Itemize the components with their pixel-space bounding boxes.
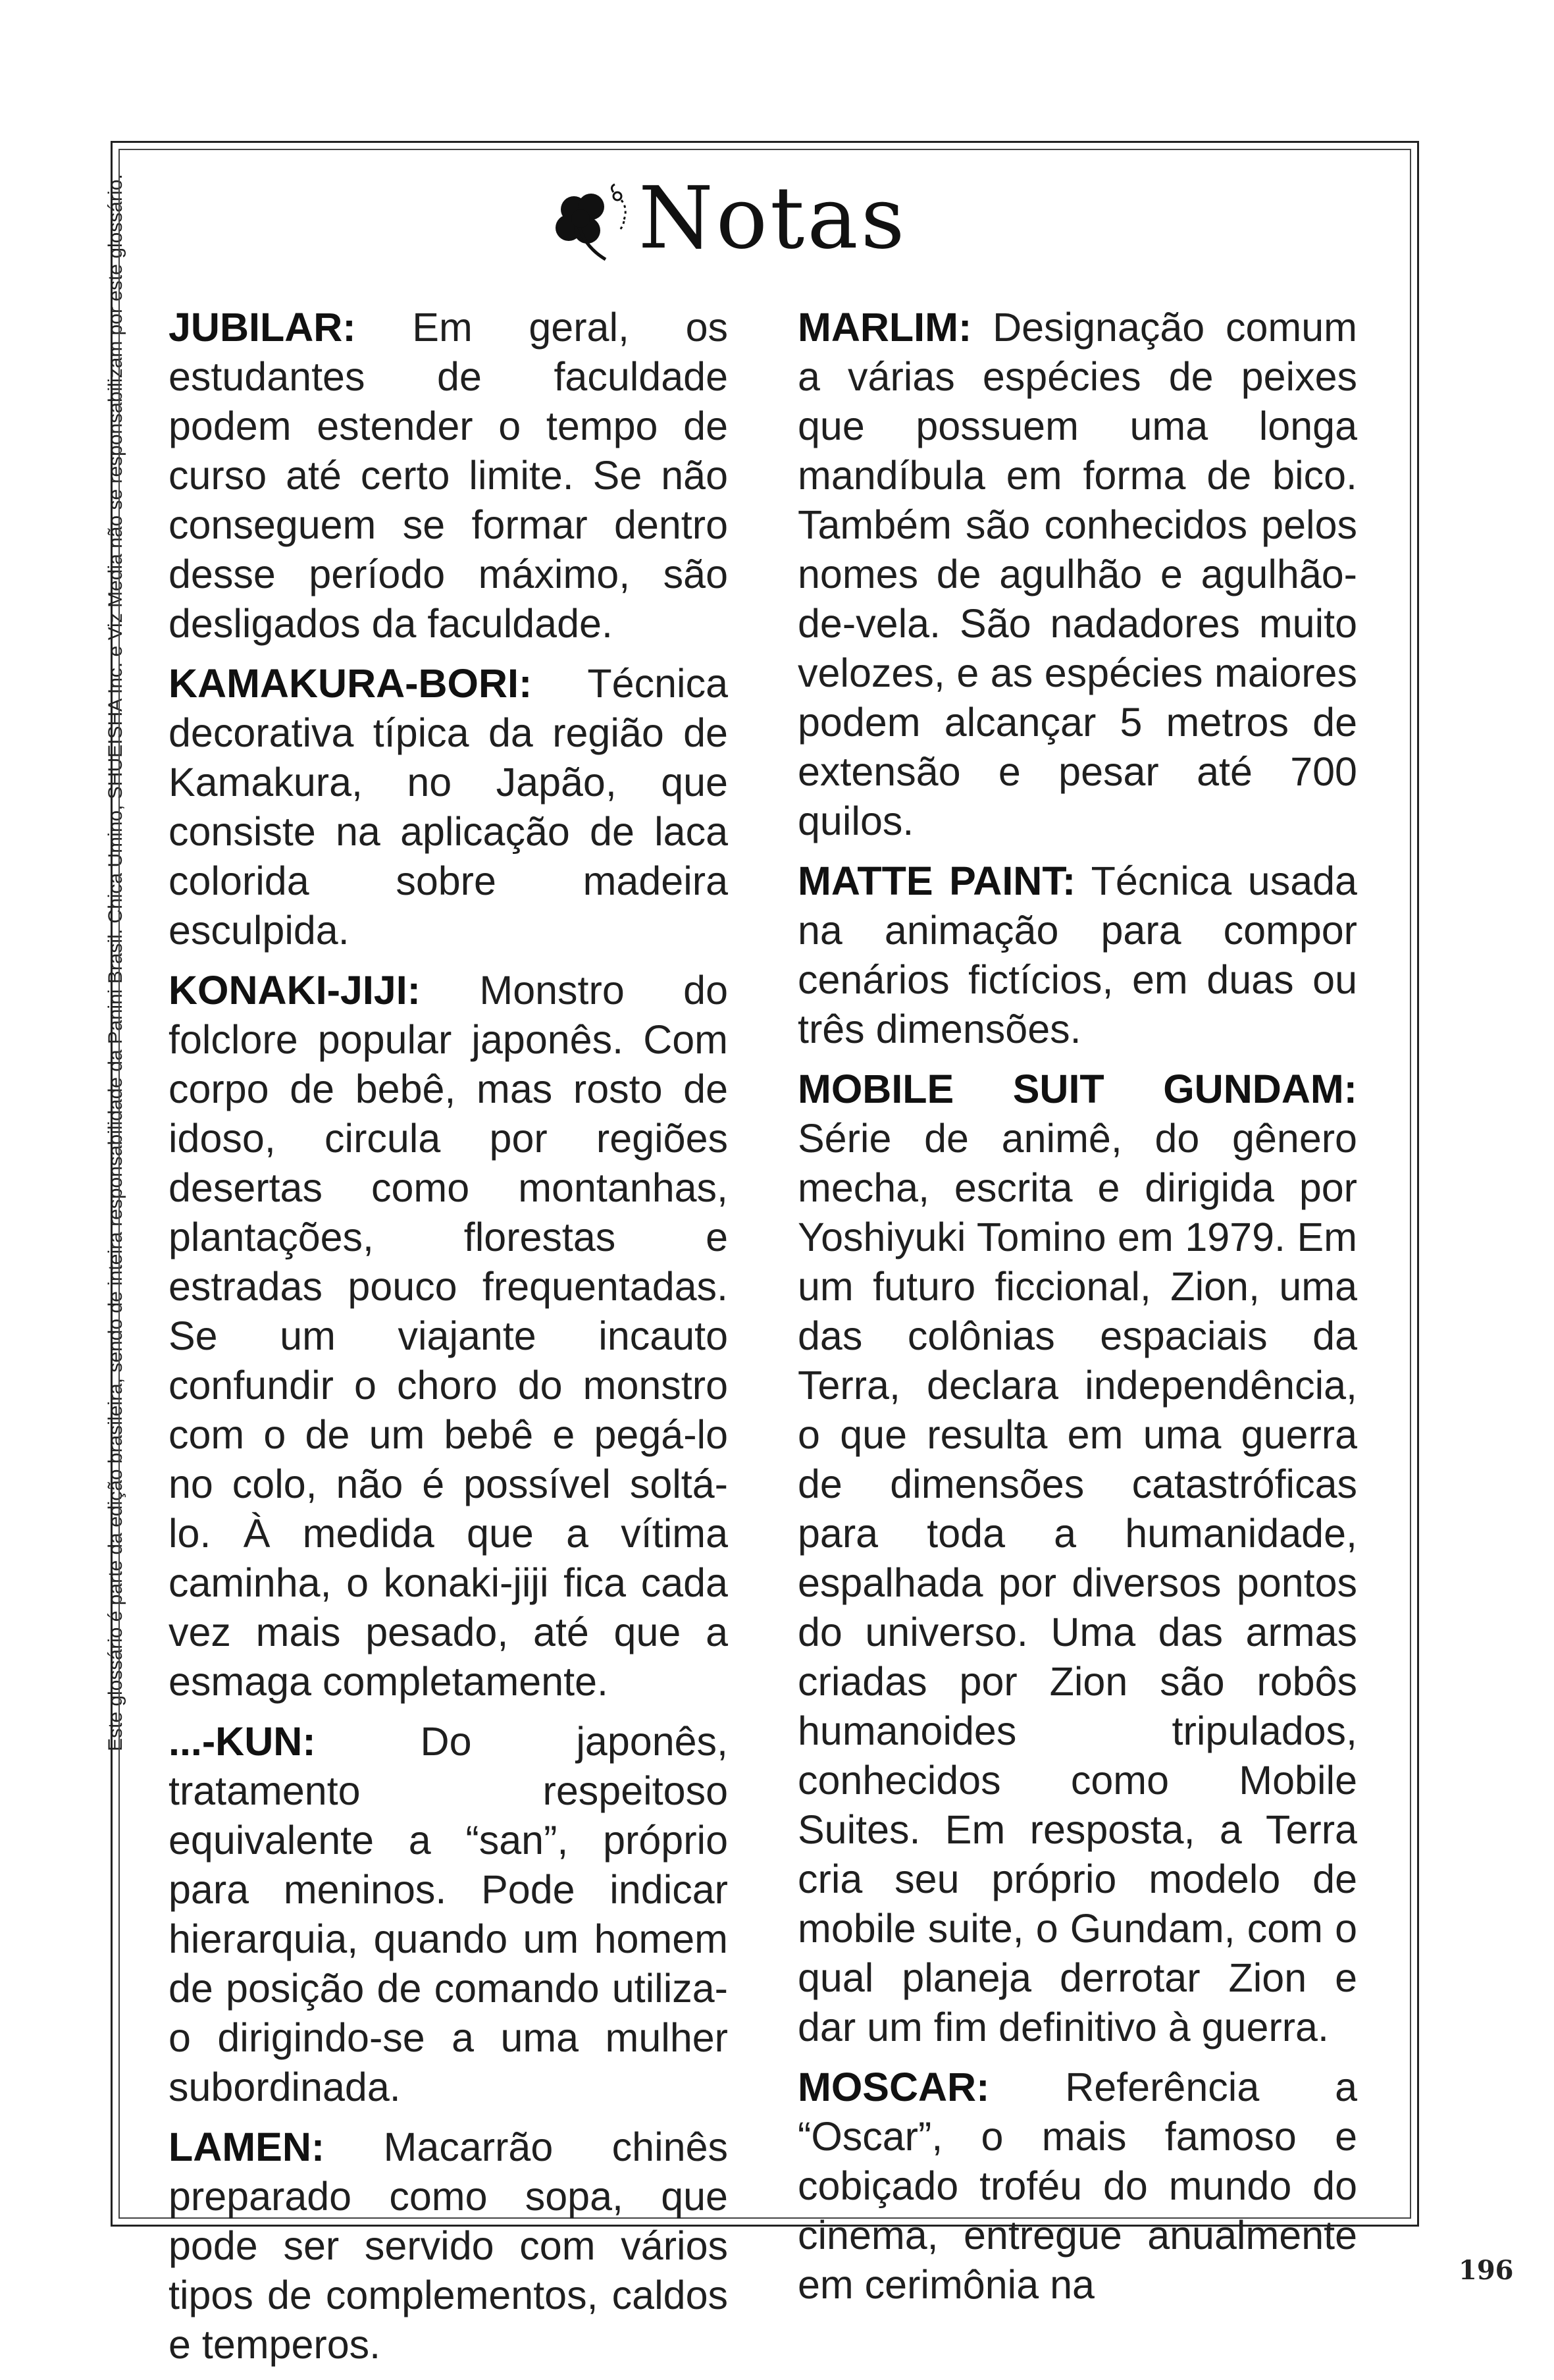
entry-definition: Referência a “Oscar”, o mais famoso e cobiçado troféu do mundo do cinema, entregue anualmente em cerimônia na <box>798 2065 1357 2307</box>
left-column <box>168 303 728 2380</box>
glossary-entry <box>798 857 1357 1054</box>
entry-definition: Designação comum a várias espécies de peixes que possuem uma longa mandíbula em forma de bico. Também são conhecidos pelos nomes de agulhão e agulhão-de-vela. São nadadores muito velozes, e as espécies maiores podem alcançar 5 metros de extensão e pesar até 700 quilos. <box>798 305 1357 843</box>
glossary-entry <box>798 2063 1357 2310</box>
entry-term: KONAKI-JIJI: <box>168 968 421 1013</box>
page-title: Notas <box>638 168 908 268</box>
glossary-entry <box>798 303 1357 846</box>
title-block <box>540 155 908 287</box>
entry-term: MATTE PAINT: <box>798 859 1076 903</box>
entry-term: KAMAKURA-BORI: <box>168 661 532 706</box>
entry-definition: Técnica decorativa típica da região de Kamakura, no Japão, que consiste na aplicação de laca colorida sobre madeira esculpida. <box>168 661 728 953</box>
entry-definition: Do japonês, tratamento respeitoso equivalente a “san”, próprio para meninos. Pode indicar hierarquia, quando um homem de posição de comando utiliza-o dirigindo-se a uma mulher subordinada. <box>168 1719 728 2109</box>
glossary-entry <box>168 659 728 955</box>
entry-definition: Série de animê, do gênero mecha, escrita e dirigida por Yoshiyuki Tomino em 1979. Em um futuro ficcional, Zion, uma das colônias espaciais da Terra, declara independência, o que resulta em uma guerra de dimensões catastróficas para toda a humanidade, espalhada por diversos pontos do universo. Uma das armas criadas por Zion são robôs humanoides tripulados, conhecidos como Mobile Suites. Em resposta, a Terra cria seu próprio modelo de mobile suite, o Gundam, com o qual planeja derrotar Zion e dar um fim definitivo à guerra. <box>798 1116 1357 2049</box>
side-disclaimer: Este glossário é parte da edição brasileira, sendo de inteira responsabilidade da Panini Brasil. Chica Umino, SHUEISHA Inc. e Viz Media não se responsabilizam por este glossário. <box>105 174 126 1751</box>
entry-term: MOBILE SUIT GUNDAM: <box>798 1067 1357 1111</box>
entry-definition: Em geral, os estudantes de faculdade podem estender o tempo de curso até certo limite. Se não conseguem se formar dentro desse período máximo, são desligados da faculdade. <box>168 305 728 646</box>
glossary-entry <box>168 303 728 648</box>
glossary-entry <box>798 1065 1357 2052</box>
entry-definition: Técnica usada na animação para compor cenários fictícios, em duas ou três dimensões. <box>798 859 1357 1051</box>
four-leaf-clover-icon <box>540 182 638 267</box>
entry-definition: Monstro do folclore popular japonês. Com corpo de bebê, mas rosto de idoso, circula por regiões desertas como montanhas, plantações, florestas e estradas pouco frequentadas. Se um viajante incauto confundir o choro do monstro com o de um bebê e pegá-lo no colo, não é possível soltá-lo. À medida que a vítima caminha, o konaki-jiji fica cada vez mais pesado, até que a esmaga completamente. <box>168 968 728 1704</box>
entry-term: JUBILAR: <box>168 305 356 350</box>
entry-term: LAMEN: <box>168 2125 325 2169</box>
entry-term: MOSCAR: <box>798 2065 990 2109</box>
entry-term: ...-KUN: <box>168 1719 316 1764</box>
entry-definition: Macarrão chinês preparado como sopa, que pode ser servido com vários tipos de complementos, caldos e temperos. <box>168 2125 728 2367</box>
glossary-entry <box>168 966 728 1706</box>
right-column <box>798 303 1357 2320</box>
page-number: 196 <box>1459 2255 1514 2286</box>
glossary-entry <box>168 1717 728 2112</box>
glossary-entry <box>168 2123 728 2369</box>
entry-term: MARLIM: <box>798 305 972 350</box>
